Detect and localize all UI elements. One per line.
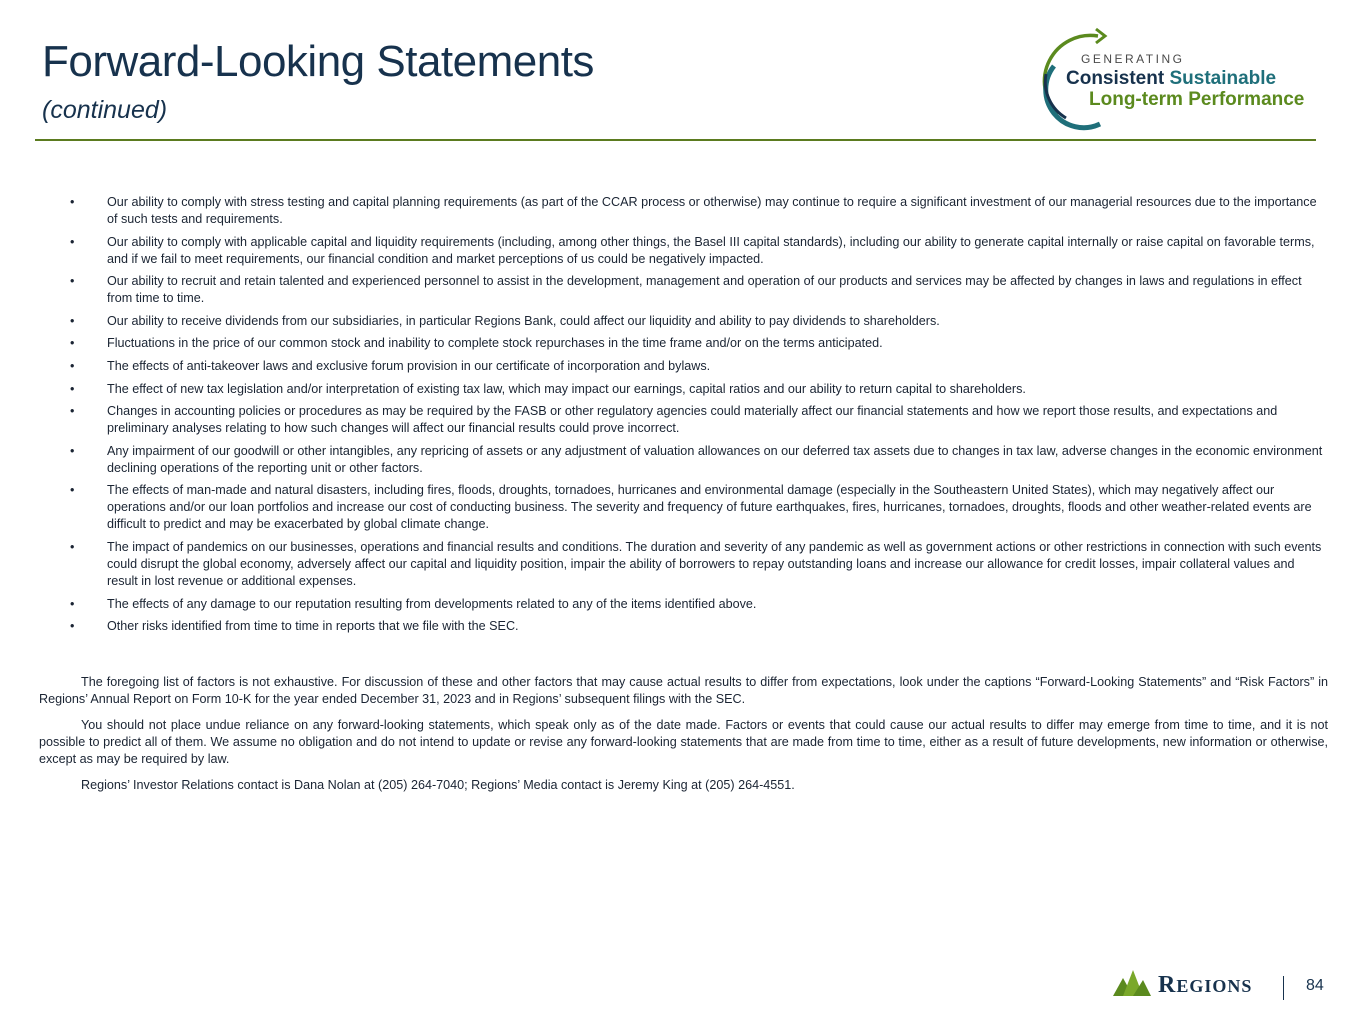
footer-divider xyxy=(1283,976,1284,1000)
wordmark-rest: EGIONS xyxy=(1176,976,1253,996)
list-item xyxy=(70,443,1328,477)
list-item xyxy=(70,381,1328,398)
list-item xyxy=(70,358,1328,375)
list-item xyxy=(70,403,1328,437)
page-subtitle: (continued) xyxy=(42,96,168,124)
logo-generating-text: GENERATING xyxy=(1081,52,1185,66)
list-item-text: Any impairment of our goodwill or other intangibles, any repricing of assets or any adjustment of valuation allowances on our deferred tax assets due to changes in tax law, adverse changes in the economic environment declining operations of the reporting unit or other factors. xyxy=(107,443,1323,475)
list-item-text: Changes in accounting policies or procedures as may be required by the FASB or other regulatory agencies could materially affect our financial statements and how we report those results, and expectations and preliminary analyses relating to how such changes will affect our financial results could prove incorrect. xyxy=(107,404,1278,436)
logo-long-term-text: Long-term Performance xyxy=(1089,89,1305,110)
bullet-icon: • xyxy=(70,539,75,554)
list-item-text: Our ability to comply with stress testing and capital planning requirements (as part of the CCAR process or otherwise) may continue to require a significant investment of our managerial resources due to the importance of such tests and requirements. xyxy=(107,195,1317,226)
list-item xyxy=(70,618,1328,635)
list-item xyxy=(70,596,1328,613)
bullet-icon: • xyxy=(70,483,75,498)
list-item xyxy=(70,194,1328,228)
list-item xyxy=(70,273,1328,307)
generating-performance-logo xyxy=(1036,26,1326,132)
list-item-text: The effect of new tax legislation and/or interpretation of existing tax law, which may impact our earnings, capital ratios and our ability to return capital to shareholders. xyxy=(107,381,1026,396)
list-item xyxy=(70,313,1328,330)
paragraph-contacts: Regions’ Investor Relations contact is Dana Nolan at (205) 264-7040; Regions’ Media contact is Jeremy King at (205) 264-4551. xyxy=(81,778,795,792)
regions-logo xyxy=(1113,968,1273,1002)
list-item-text: The impact of pandemics on our businesses, operations and financial results and conditions. The duration and severity of any pandemic as well as government actions or other restrictions in connection with such events could disrupt the global economy, adversely affect our capital and liquidity position, impair the ability of borrowers to repay outstanding loans and increase our allowance for credit losses, impair collateral values and result in lost revenue or additional expenses. xyxy=(107,539,1322,588)
bullet-icon: • xyxy=(70,274,75,289)
bullet-icon: • xyxy=(70,336,75,351)
bullet-icon: • xyxy=(70,443,75,458)
wordmark-initial: R xyxy=(1158,972,1177,998)
logo-sustainable-text: Sustainable xyxy=(1169,68,1277,89)
regions-pyramid-icon xyxy=(1113,968,1153,998)
list-item-text: The effects of man-made and natural disasters, including fires, floods, droughts, tornadoes, hurricanes and environmental damage (especially in the Southeastern United States), which may negatively affect our operations and/or our loan portfolios and increase our cost of conducting business. The severity and frequency of future earthquakes, fires, hurricanes, tornadoes, droughts, floods and other weather-related events are difficult to predict and may be exacerbated by global climate change. xyxy=(107,483,1312,532)
paragraph-not-exhaustive: The foregoing list of factors is not exhaustive. For discussion of these and other factors that may cause actual results to differ from expectations, look under the captions “Forward-Looking Statements” and “Risk Factors” in Regions’ Annual Report on Form 10-K for the year ended December 31, 2023 and in Regions’ subsequent filings with the SEC. xyxy=(39,675,1328,706)
header-divider xyxy=(35,139,1316,141)
page-number: 84 xyxy=(1306,977,1324,994)
logo-line2 xyxy=(1066,68,1276,90)
bullet-icon: • xyxy=(70,195,75,209)
regions-wordmark xyxy=(1158,972,1252,999)
list-item-text: The effects of any damage to our reputation resulting from developments related to any of the items identified above. xyxy=(107,596,757,611)
bullet-icon: • xyxy=(70,381,75,396)
bullet-icon: • xyxy=(70,313,75,328)
bullet-icon: • xyxy=(70,234,75,249)
bullet-icon: • xyxy=(70,358,75,373)
list-item xyxy=(70,234,1328,268)
bullet-icon: • xyxy=(70,404,75,419)
list-item-text: Our ability to comply with applicable capital and liquidity requirements (including, among other things, the Basel III capital standards), including our ability to generate capital internally or raise capital on favorable terms, and if we fail to meet requirements, our financial condition and market perceptions of us could be negatively impacted. xyxy=(107,234,1315,266)
list-item-text: Other risks identified from time to time in reports that we file with the SEC. xyxy=(107,619,519,634)
list-item xyxy=(70,482,1328,533)
page-title: Forward-Looking Statements xyxy=(42,37,594,86)
closing-paragraphs xyxy=(39,674,1328,803)
list-item-text: Fluctuations in the price of our common stock and inability to complete stock repurchases in the time frame and/or on the terms anticipated. xyxy=(107,336,883,351)
list-item-text: The effects of anti-takeover laws and exclusive forum provision in our certificate of incorporation and bylaws. xyxy=(107,358,711,373)
paragraph-undue-reliance: You should not place undue reliance on any forward-looking statements, which speak only as of the date made. Factors or events that could cause our actual results to differ may emerge from time to time, and it is not possible to predict all of them. We assume no obligation and do not intend to update or revise any forward-looking statements that are made from time to time, either as a result of future developments, new information or otherwise, except as may be required by law. xyxy=(39,718,1328,766)
list-item-text: Our ability to receive dividends from our subsidiaries, in particular Regions Bank, could affect our liquidity and ability to pay dividends to shareholders. xyxy=(107,313,940,328)
bullet-icon: • xyxy=(70,596,75,611)
logo-consistent-text: Consistent xyxy=(1066,68,1165,89)
list-item-text: Our ability to recruit and retain talented and experienced personnel to assist in the development, management and operation of our products and services may be affected by changes in laws and regulations in effect from time to time. xyxy=(107,274,1302,306)
list-item xyxy=(70,335,1328,352)
bullet-icon: • xyxy=(70,619,75,634)
list-item xyxy=(70,539,1328,590)
risk-factor-list xyxy=(70,194,1328,641)
